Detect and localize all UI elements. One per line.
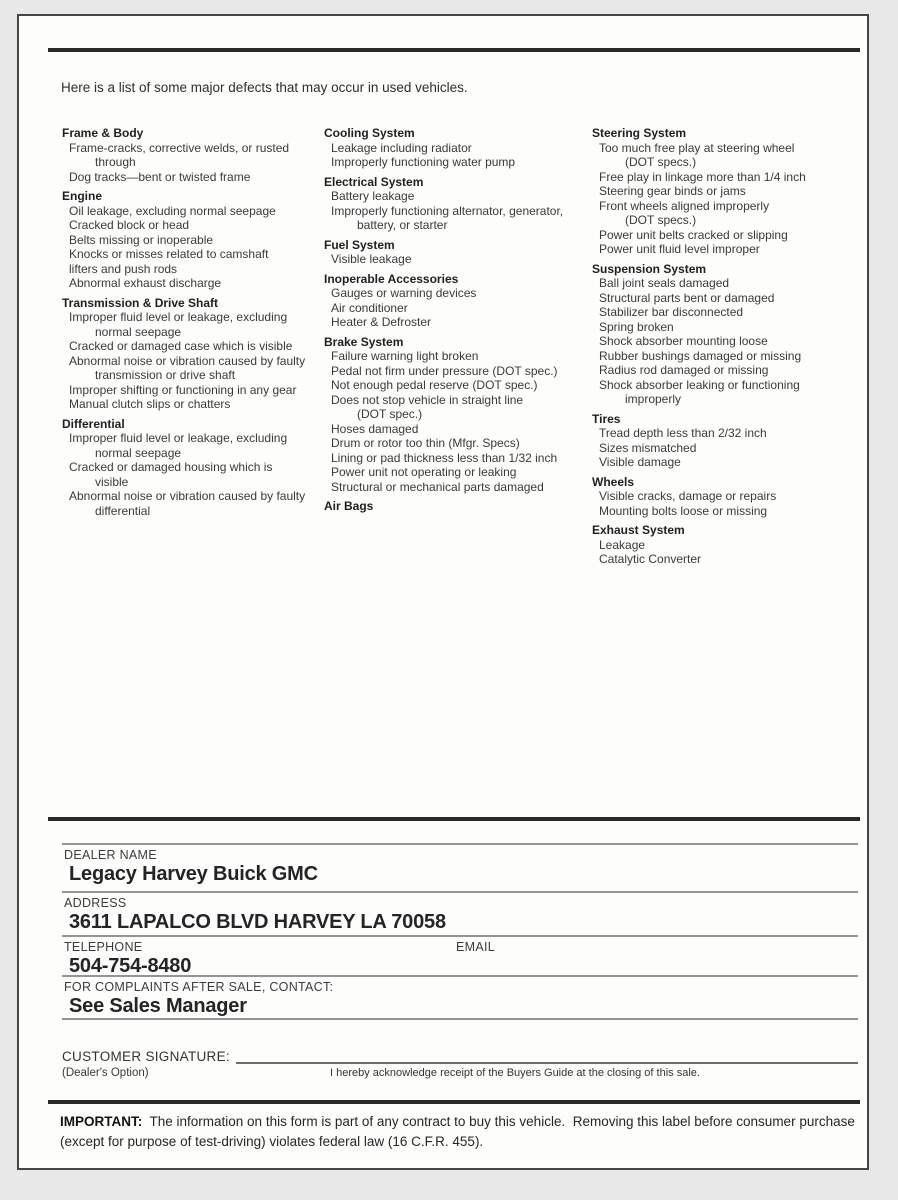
defect-line: Abnormal noise or vibration caused by faulty (69, 353, 306, 368)
defect-line: Sizes mismatched (599, 440, 697, 455)
defect-line: Mounting bolts loose or missing (599, 503, 768, 518)
defect-line: Cracked or damaged housing which is (69, 460, 273, 474)
dealer-info-section (62, 843, 858, 1020)
defect-line: differential (95, 503, 151, 518)
defect-line: Visible leakage (331, 252, 412, 266)
defect-column-3 (592, 126, 866, 567)
defect-line: Power unit not operating or leaking (331, 465, 517, 479)
defect-line: lifters and push rods (69, 261, 178, 276)
dealer-name-value[interactable]: Legacy Harvey Buick GMC (69, 863, 318, 885)
defect-line: normal seepage (95, 445, 182, 460)
defect-line: Failure warning light broken (331, 349, 479, 363)
defect-line: Improperly functioning alternator, generator, (331, 203, 564, 218)
defect-line: Visible damage (599, 455, 681, 469)
defect-line: Oil leakage, excluding normal seepage (69, 203, 276, 218)
defect-line: Stabilizer bar disconnected (599, 305, 744, 319)
defect-line: Catalytic Converter (599, 552, 702, 566)
defect-line: Structural or mechanical parts damaged (331, 479, 544, 494)
defect-line: Improper shifting or functioning in any gear (69, 382, 297, 397)
defect-section-title: Brake System (324, 334, 404, 349)
defect-section-title: Exhaust System (592, 523, 685, 537)
defect-line: Leakage including radiator (331, 140, 472, 155)
defect-line: Structural parts bent or damaged (599, 290, 775, 305)
defect-line: Dog tracks—bent or twisted frame (69, 169, 251, 184)
defect-line: Not enough pedal reserve (DOT spec.) (331, 378, 538, 392)
complaints-value[interactable]: See Sales Manager (69, 995, 247, 1017)
important-label: IMPORTANT: (60, 1114, 143, 1129)
defect-section (324, 238, 592, 267)
dealer-option-note: (Dealer's Option) (62, 1067, 149, 1079)
defect-section-title: Air Bags (324, 499, 374, 513)
dealer-name-field (62, 843, 858, 891)
defect-section (592, 262, 866, 407)
defect-section (324, 499, 592, 514)
defect-line: Spring broken (599, 319, 674, 334)
address-value[interactable]: 3611 LAPALCO BLVD HARVEY LA 70058 (69, 911, 446, 933)
telephone-field (62, 937, 454, 975)
address-field (62, 891, 858, 935)
defect-column-1 (62, 126, 324, 518)
defect-line: Abnormal exhaust discharge (69, 276, 222, 290)
defect-line: (DOT specs.) (625, 213, 697, 227)
defect-section (62, 189, 324, 291)
address-label: ADDRESS (64, 896, 127, 910)
defect-line: Air conditioner (331, 300, 408, 315)
defect-line: normal seepage (95, 324, 182, 339)
defect-line: improperly (625, 392, 682, 406)
defect-line: visible (95, 474, 129, 489)
footer-divider (48, 1100, 860, 1104)
defect-line: Too much free play at steering wheel (599, 140, 795, 155)
defect-line: Frame-cracks, corrective welds, or rusted (69, 140, 290, 155)
defect-section (592, 475, 866, 519)
defect-line: Manual clutch slips or chatters (69, 397, 231, 411)
defect-line: Drum or rotor too thin (Mfgr. Specs) (331, 436, 520, 450)
defect-section (62, 296, 324, 412)
defect-line: Power unit belts cracked or slipping (599, 227, 788, 242)
customer-signature-label: CUSTOMER SIGNATURE: (62, 1049, 230, 1064)
defect-section-title: Tires (592, 411, 621, 426)
defect-line: Steering gear binds or jams (599, 184, 746, 198)
defect-line: Free play in linkage more than 1/4 inch (599, 169, 806, 184)
defect-section-title: Electrical System (324, 174, 424, 189)
defect-line: Power unit fluid level improper (599, 242, 760, 256)
defect-line: Improper fluid level or leakage, excluding (69, 310, 288, 324)
defect-line: Front wheels aligned improperly (599, 198, 770, 213)
defect-line: Abnormal noise or vibration caused by faulty (69, 489, 306, 503)
customer-signature-line[interactable] (236, 1048, 858, 1064)
defect-line: battery, or starter (357, 218, 448, 232)
customer-signature-section (62, 1048, 858, 1079)
important-notice (60, 1112, 860, 1151)
defect-line: Shock absorber leaking or functioning (599, 377, 800, 392)
telephone-value[interactable]: 504-754-8480 (69, 955, 192, 977)
defect-line: Battery leakage (331, 189, 415, 203)
defect-section (324, 126, 592, 170)
top-divider (48, 48, 860, 52)
defect-section-title: Engine (62, 189, 103, 203)
defect-section-title: Transmission & Drive Shaft (62, 295, 219, 310)
defect-line: Heater & Defroster (331, 315, 432, 329)
defect-section (592, 126, 866, 257)
defect-section-title: Fuel System (324, 237, 395, 252)
dealer-section-divider (48, 817, 860, 821)
defect-line: Does not stop vehicle in straight line (331, 392, 524, 407)
defect-section (324, 175, 592, 233)
defect-section (324, 272, 592, 330)
defect-line: Visible cracks, damage or repairs (599, 489, 777, 503)
defect-line: through (95, 155, 136, 169)
email-value[interactable] (454, 954, 858, 985)
defect-line: Cracked block or head (69, 218, 190, 232)
defect-section-title: Suspension System (592, 261, 707, 276)
defect-line: Hoses damaged (331, 421, 419, 436)
defect-section-title: Steering System (592, 126, 687, 140)
telephone-email-row (62, 935, 858, 975)
defect-line: Gauges or warning devices (331, 286, 477, 300)
dealer-name-label: DEALER NAME (64, 848, 157, 862)
defect-line: transmission or drive shaft (95, 368, 236, 382)
defect-section-title: Inoperable Accessories (324, 271, 459, 286)
important-text: The information on this form is part of any contract to buy this vehicle. Removing this label before consumer purchase (except for purpose of test-driving) violates federal law (16 C.F.R. 455). (60, 1114, 859, 1149)
defect-line: Lining or pad thickness less than 1/32 inch (331, 450, 558, 465)
defect-section (592, 523, 866, 567)
defect-section-title: Cooling System (324, 126, 415, 140)
defect-line: Improper fluid level or leakage, excluding (69, 431, 288, 445)
telephone-label: TELEPHONE (64, 940, 143, 954)
defect-section (62, 417, 324, 519)
defect-section (592, 412, 866, 470)
defect-section-title: Wheels (592, 474, 635, 489)
defect-line: Ball joint seals damaged (599, 276, 730, 290)
defect-line: Shock absorber mounting loose (599, 334, 768, 348)
complaints-label: FOR COMPLAINTS AFTER SALE, CONTACT: (64, 980, 334, 994)
defect-line: Leakage (599, 537, 646, 552)
defect-line: Radius rod damaged or missing (599, 363, 769, 377)
defect-section (62, 126, 324, 184)
email-field (454, 937, 858, 975)
defect-line: Knocks or misses related to camshaft (69, 247, 269, 261)
intro-text: Here is a list of some major defects that may occur in used vehicles. (61, 80, 468, 95)
defect-line: Rubber bushings damaged or missing (599, 348, 802, 363)
acknowledgement-text: I hereby acknowledge receipt of the Buyers Guide at the closing of this sale. (330, 1067, 700, 1079)
email-label: EMAIL (456, 940, 496, 954)
defect-column-2 (324, 126, 592, 514)
defect-section (324, 335, 592, 495)
defect-line: Cracked or damaged case which is visible (69, 339, 293, 353)
defect-line: Pedal not firm under pressure (DOT spec.) (331, 363, 558, 378)
defect-line: (DOT spec.) (357, 407, 423, 421)
defect-line: Improperly functioning water pump (331, 155, 516, 169)
defect-section-title: Differential (62, 416, 125, 431)
defect-line: Belts missing or inoperable (69, 232, 214, 247)
defect-line: Tread depth less than 2/32 inch (599, 426, 767, 440)
defect-line: (DOT specs.) (625, 155, 697, 169)
defect-section-title: Frame & Body (62, 126, 144, 140)
